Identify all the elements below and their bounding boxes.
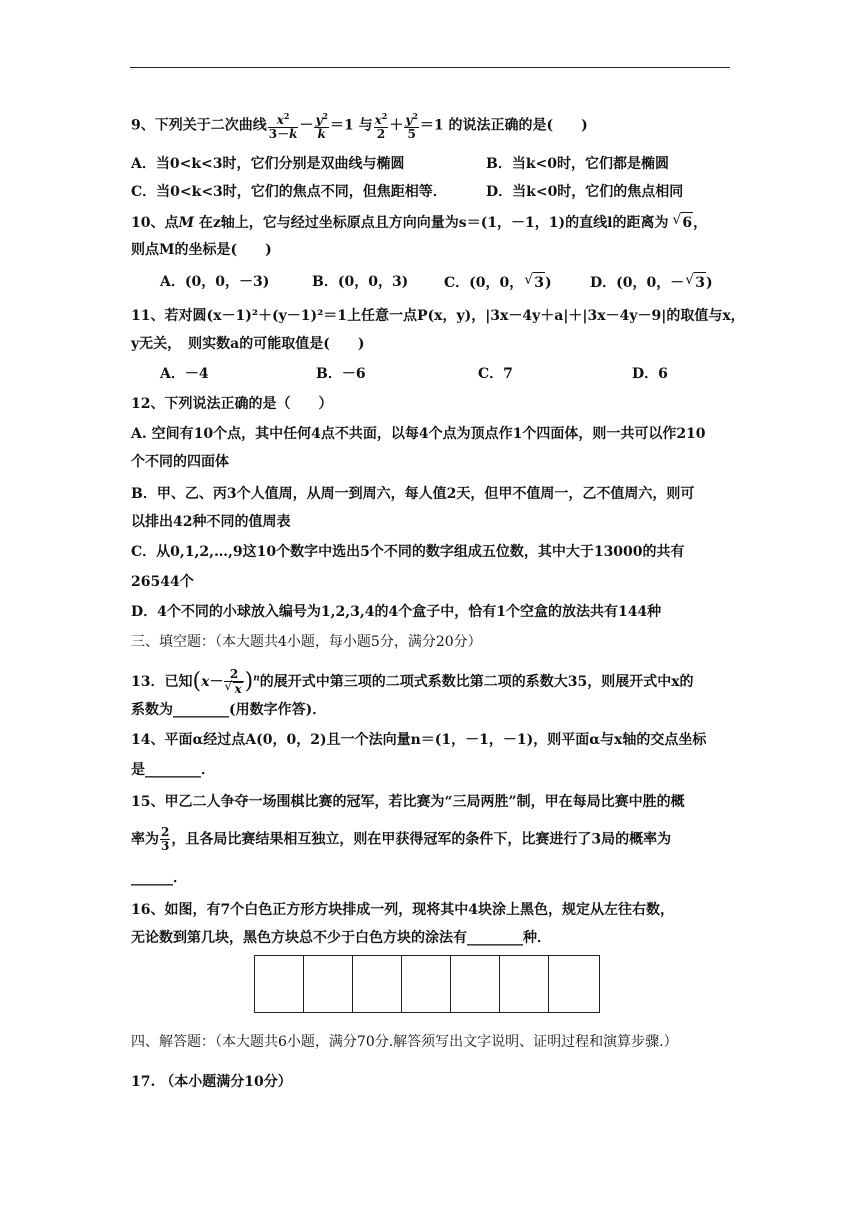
q15-stem-line1: 15、甲乙二人争夺一场围棋比赛的冠军，若比赛为“三局两胜”制，甲在每局比赛中胜的概: [131, 794, 685, 810]
q14-stem-line1: 14、平面α经过点A(0，0，2)且一个法向量n＝(1，－1，－1)，则平面α与x轴的交点坐标: [131, 732, 707, 748]
square-7: [549, 956, 599, 1012]
q9-option-b: B．当k<0时，它们都是椭圆: [486, 156, 670, 172]
q12-option-a-line2: 个不同的四面体: [131, 454, 229, 470]
q9-option-a: A．当0<k<3时，它们分别是双曲线与椭圆: [131, 156, 405, 172]
q9-option-c: C．当0<k<3时，它们的焦点不同，但焦距相等．: [131, 184, 447, 200]
q15-stem-line2: 率为 $\frac{2}{3}$ ，且各局比赛结果相互独立，则在甲获得冠军的条件下，比赛进行了3局的概率为: [131, 825, 672, 853]
section-4-heading: 四、解答题：（本大题共6小题，满分70分.解答须写出文字说明、证明过程和演算步骤.）: [131, 1034, 678, 1050]
q12-option-c-line2: 26544个: [131, 574, 194, 590]
square-1: [255, 956, 304, 1012]
q12-option-c-line1: C．从0,1,2,…,9这10个数字中选出5个不同的数字组成五位数，其中大于13000的共有: [131, 544, 685, 560]
q11-stem-line2: y无关， 则实数a的可能取值是( ): [131, 336, 365, 352]
q16-stem-line1: 16、如图，有7个白色正方形方块排成一列，现将其中4块涂上黑色，规定从左往右数，: [131, 902, 674, 918]
q11-option-a: A．－4: [160, 366, 209, 382]
q12-option-d: D．4个不同的小球放入编号为1,2,3,4的4个盒子中，恰有1个空盒的放法共有144种: [131, 604, 662, 620]
q11-option-d: D．6: [632, 366, 668, 382]
q16-stem-line2: 无论数到第几块，黑色方块总不少于白色方块的涂法有________种．: [131, 930, 551, 946]
q11-option-c: C．7: [478, 366, 513, 382]
q16-square-row-figure: [254, 955, 600, 1013]
q13-stem-line1: 13．已知(x－ 2 √ x )$^n$的展开式中第三项的二项式系数比第二项的系数大35，则展开式中x的: [131, 668, 694, 696]
square-5: [451, 956, 500, 1012]
q10-stem-line2: 则点M的坐标是( ): [131, 242, 272, 258]
q12-stem: 12、下列说法正确的是（ ）: [131, 396, 333, 412]
section-3-heading: 三、填空题：（本大题共4小题，每小题5分，满分20分）: [131, 634, 482, 650]
q11-stem-line1: 11、若对圆(x－1)²＋(y－1)²＝1上任意一点P(x，y)，|3x－4y＋a|＋|3x－4y－9|的取值与x，: [131, 308, 745, 324]
q12-option-a-line1: A. 空间有10个点，其中任何4点不共面，以每4个点为顶点作1个四面体，则一共可以作210: [131, 426, 706, 442]
q17-heading: 17. （本小题满分10分）: [131, 1074, 292, 1090]
q10-option-c: C．(0，0，√ 3): [444, 272, 552, 293]
q12-option-b-line1: B．甲、乙、丙3个人值周，从周一到周六，每人值2天，但甲不值周一，乙不值周六，则可: [131, 486, 695, 502]
q10-stem-line1: 10、点M 在z轴上，它与经过坐标原点且方向向量为s＝(1，－1，1)的直线l的距离为 √ 6，: [131, 212, 707, 233]
square-6: [500, 956, 549, 1012]
square-4: [402, 956, 451, 1012]
q10-option-a: A．(0，0，－3): [160, 274, 270, 290]
q11-option-b: B．－6: [316, 366, 366, 382]
square-2: [304, 956, 353, 1012]
q13-stem-line2: 系数为________(用数字作答)．: [131, 702, 327, 718]
q9-stem: 9、下列关于二次曲线 $\frac{x^2}{3-k}$ － $\frac{y^2}{k}$ ＝1 与 $\frac{x^2}{2}$ ＋ $\frac{y^2}{5}$ ＝1 的说法正确的是( ): [131, 111, 588, 141]
q15-stem-line3: ______．: [131, 870, 187, 886]
q10-option-b: B．(0，0，3): [312, 274, 409, 290]
q9-option-d: D．当k<0时，它们的焦点相同: [486, 184, 684, 200]
header-rule: [130, 67, 730, 68]
q14-stem-line2: 是________．: [131, 762, 215, 778]
square-3: [353, 956, 402, 1012]
q10-option-d: D．(0，0，－√ 3): [590, 272, 713, 293]
q12-option-b-line2: 以排出42种不同的值周表: [131, 514, 291, 530]
